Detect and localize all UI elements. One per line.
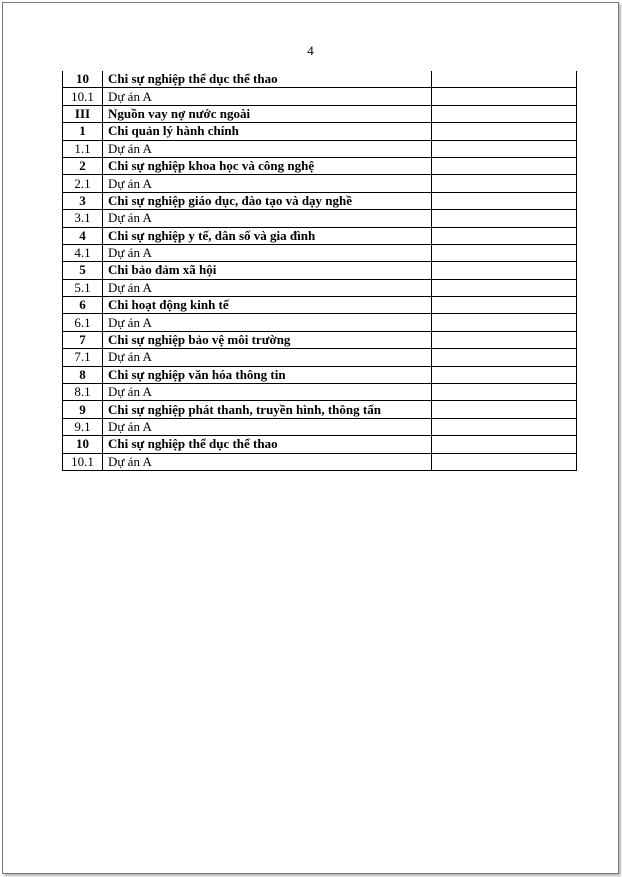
- row-name-cell: Dự án A: [103, 279, 432, 296]
- row-value-cell: [432, 210, 577, 227]
- row-name-cell: Chi bảo đảm xã hội: [103, 262, 432, 279]
- row-name-cell: Chi hoạt động kinh tế: [103, 297, 432, 314]
- table-row: [63, 297, 577, 314]
- row-value-cell: [432, 418, 577, 435]
- row-number-cell: 8: [63, 366, 103, 383]
- row-value-cell: [432, 436, 577, 453]
- row-number-cell: 4.1: [63, 244, 103, 261]
- table-row: [63, 262, 577, 279]
- row-value-cell: [432, 349, 577, 366]
- row-name-cell: Dự án A: [103, 453, 432, 470]
- row-number-cell: 2.1: [63, 175, 103, 192]
- row-number-cell: 2: [63, 157, 103, 174]
- row-name-cell: Chi sự nghiệp văn hóa thông tin: [103, 366, 432, 383]
- row-name-cell: Dự án A: [103, 88, 432, 105]
- row-value-cell: [432, 331, 577, 348]
- table-row: [63, 401, 577, 418]
- table-row: [63, 349, 577, 366]
- row-value-cell: [432, 175, 577, 192]
- table-row: [63, 123, 577, 140]
- table-row: [63, 88, 577, 105]
- row-value-cell: [432, 227, 577, 244]
- row-value-cell: [432, 88, 577, 105]
- row-name-cell: Chi sự nghiệp phát thanh, truyền hình, thông tấn: [103, 401, 432, 418]
- table-row: [63, 279, 577, 296]
- row-name-cell: Dự án A: [103, 418, 432, 435]
- row-value-cell: [432, 262, 577, 279]
- budget-table: [62, 71, 577, 471]
- row-value-cell: [432, 314, 577, 331]
- table-row: [63, 314, 577, 331]
- row-number-cell: 1.1: [63, 140, 103, 157]
- row-number-cell: 10.1: [63, 453, 103, 470]
- row-number-cell: 3.1: [63, 210, 103, 227]
- row-number-cell: 10.1: [63, 88, 103, 105]
- row-number-cell: 10: [63, 71, 103, 88]
- row-number-cell: 4: [63, 227, 103, 244]
- table-row: [63, 140, 577, 157]
- row-value-cell: [432, 244, 577, 261]
- row-value-cell: [432, 192, 577, 209]
- row-name-cell: Chi sự nghiệp thể dục thể thao: [103, 71, 432, 88]
- table-row: [63, 105, 577, 122]
- row-number-cell: 6.1: [63, 314, 103, 331]
- table-row: [63, 192, 577, 209]
- row-number-cell: 9.1: [63, 418, 103, 435]
- row-name-cell: Nguồn vay nợ nước ngoài: [103, 105, 432, 122]
- document-page: [2, 2, 619, 874]
- row-name-cell: Chi quản lý hành chính: [103, 123, 432, 140]
- row-name-cell: Dự án A: [103, 210, 432, 227]
- row-name-cell: Dự án A: [103, 349, 432, 366]
- row-number-cell: 10: [63, 436, 103, 453]
- row-value-cell: [432, 401, 577, 418]
- table-row: [63, 331, 577, 348]
- row-number-cell: 5: [63, 262, 103, 279]
- table-row: [63, 453, 577, 470]
- table-row: [63, 157, 577, 174]
- row-name-cell: Dự án A: [103, 175, 432, 192]
- row-value-cell: [432, 157, 577, 174]
- row-number-cell: 5.1: [63, 279, 103, 296]
- row-value-cell: [432, 297, 577, 314]
- table-row: [63, 244, 577, 261]
- row-value-cell: [432, 140, 577, 157]
- row-number-cell: 9: [63, 401, 103, 418]
- row-name-cell: Chi sự nghiệp y tế, dân số và gia đình: [103, 227, 432, 244]
- row-value-cell: [432, 123, 577, 140]
- row-value-cell: [432, 279, 577, 296]
- row-number-cell: III: [63, 105, 103, 122]
- page-number: 4: [307, 43, 314, 58]
- table-row: [63, 210, 577, 227]
- row-number-cell: 6: [63, 297, 103, 314]
- table-row: [63, 227, 577, 244]
- row-value-cell: [432, 71, 577, 88]
- row-value-cell: [432, 453, 577, 470]
- row-name-cell: Chi sự nghiệp khoa học và công nghệ: [103, 157, 432, 174]
- budget-table-body: [63, 71, 577, 470]
- row-name-cell: Dự án A: [103, 384, 432, 401]
- table-row: [63, 418, 577, 435]
- table-row: [63, 366, 577, 383]
- row-number-cell: 3: [63, 192, 103, 209]
- table-row: [63, 71, 577, 88]
- row-number-cell: 7.1: [63, 349, 103, 366]
- row-name-cell: Dự án A: [103, 314, 432, 331]
- row-value-cell: [432, 105, 577, 122]
- row-value-cell: [432, 366, 577, 383]
- row-value-cell: [432, 384, 577, 401]
- row-number-cell: 1: [63, 123, 103, 140]
- row-name-cell: Chi sự nghiệp bảo vệ môi trường: [103, 331, 432, 348]
- row-name-cell: Chi sự nghiệp giáo dục, đào tạo và dạy nghề: [103, 192, 432, 209]
- row-number-cell: 8.1: [63, 384, 103, 401]
- row-name-cell: Chi sự nghiệp thể dục thể thao: [103, 436, 432, 453]
- table-row: [63, 384, 577, 401]
- table-row: [63, 436, 577, 453]
- row-number-cell: 7: [63, 331, 103, 348]
- row-name-cell: Dự án A: [103, 244, 432, 261]
- row-name-cell: Dự án A: [103, 140, 432, 157]
- table-row: [63, 175, 577, 192]
